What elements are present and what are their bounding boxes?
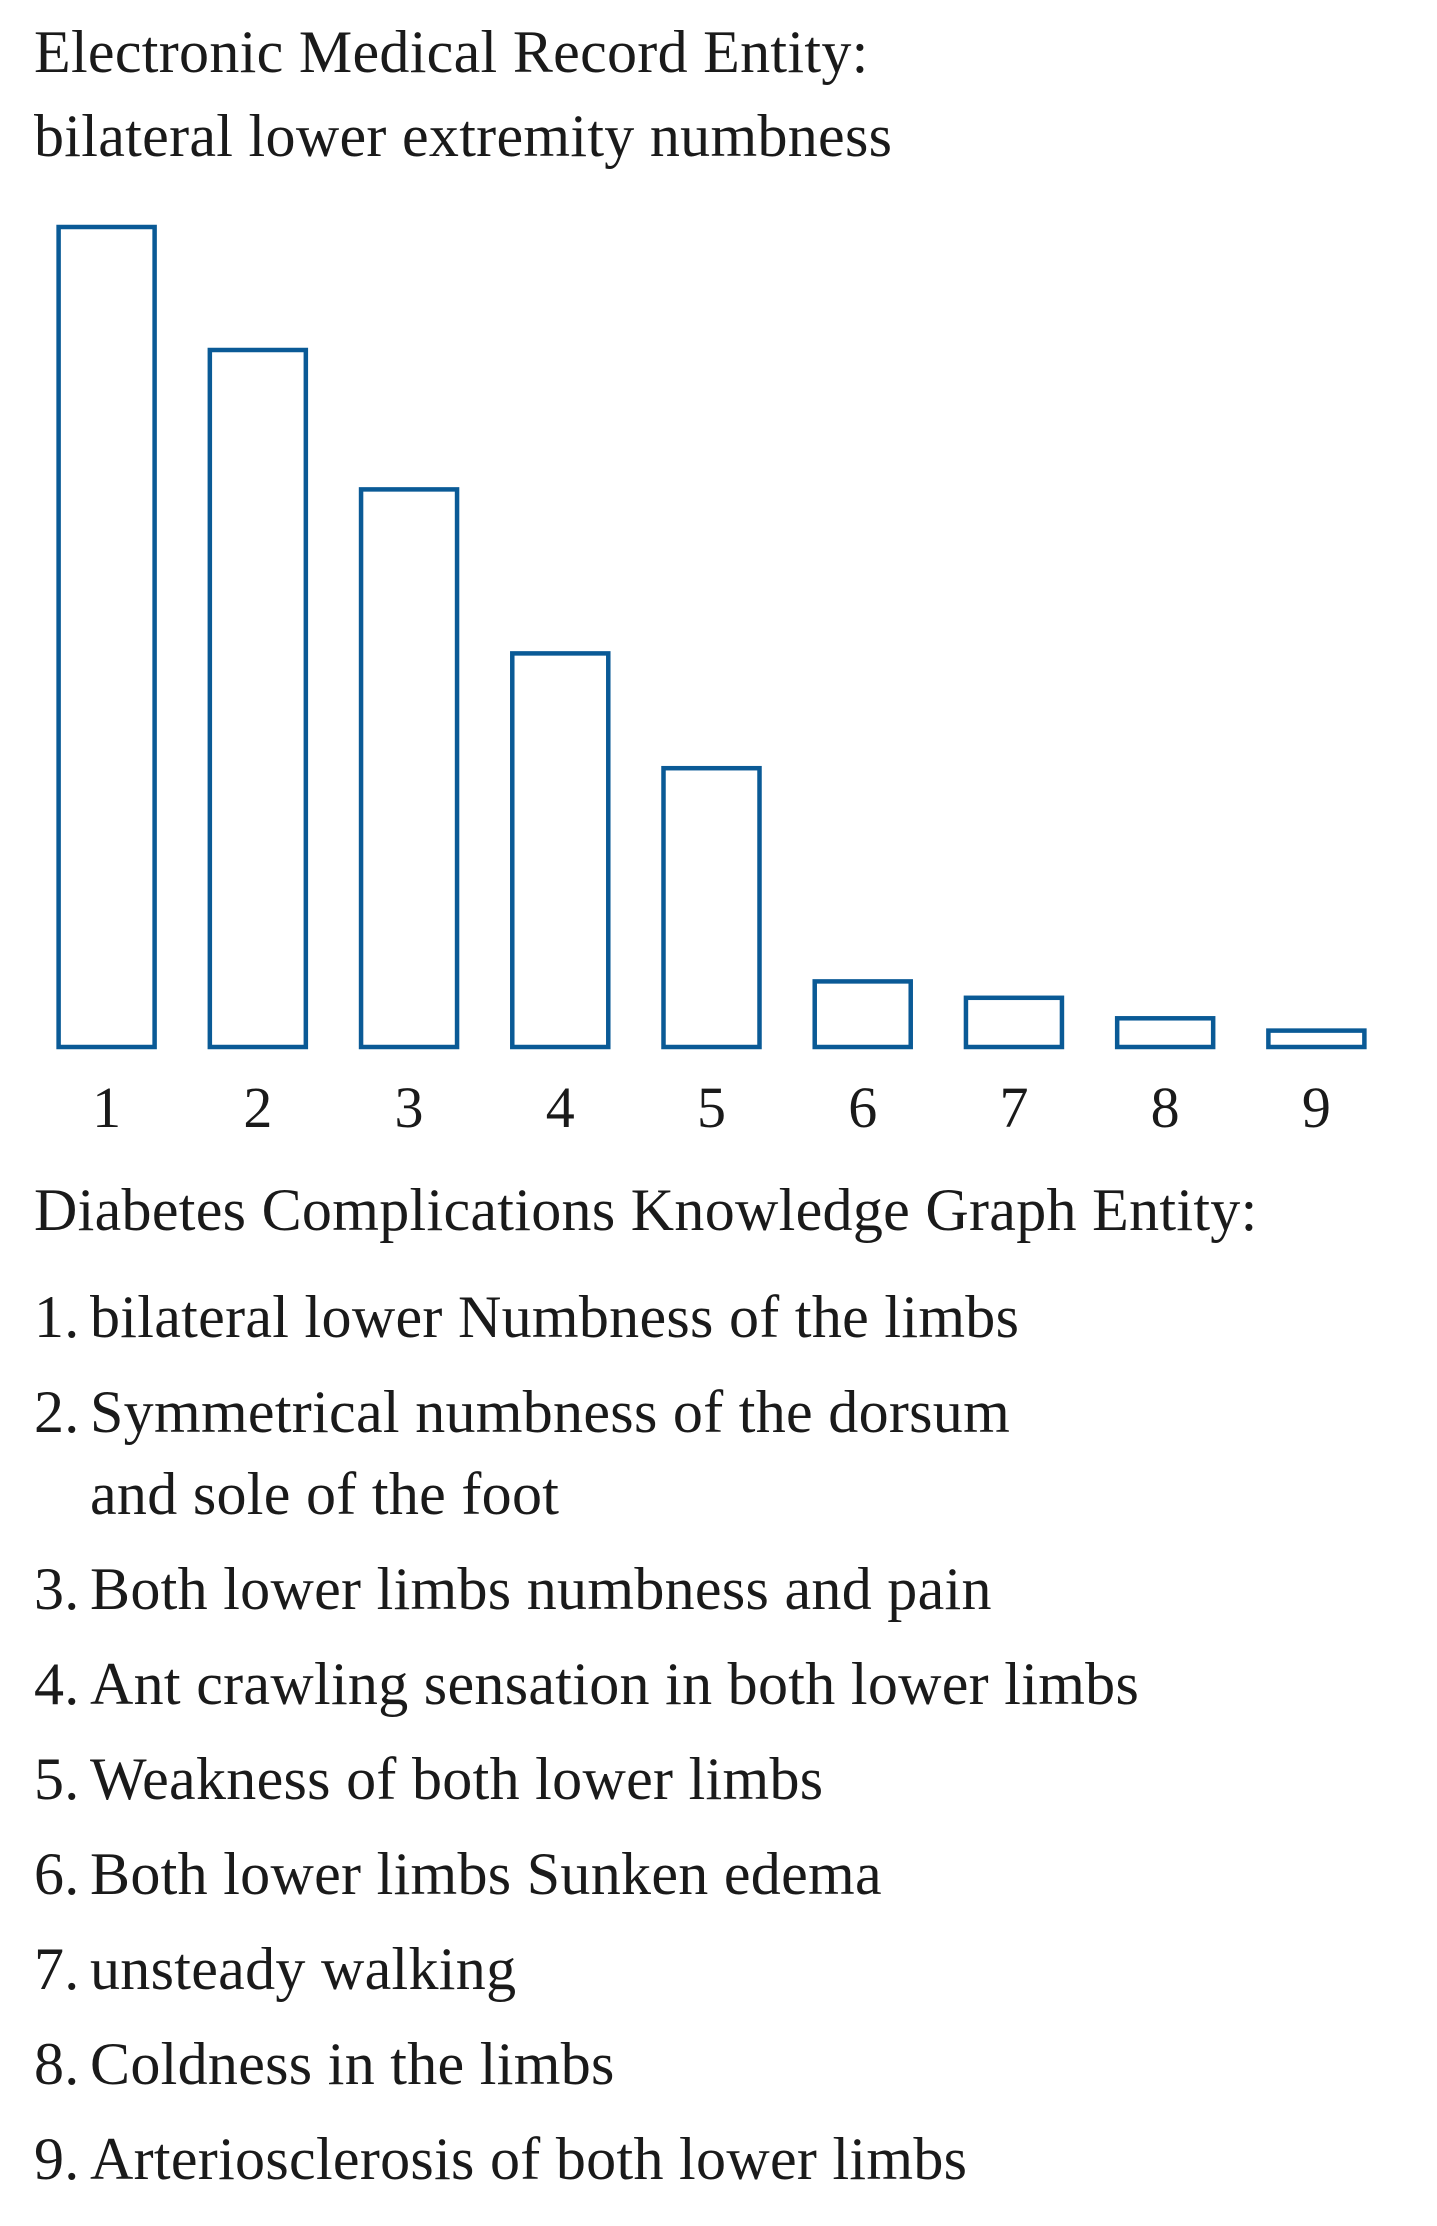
title-line-1: Electronic Medical Record Entity:	[34, 19, 869, 85]
legend-list	[34, 1276, 1258, 2200]
legend-item-2	[34, 1371, 1258, 1535]
x-tick-label-7: 7	[999, 1075, 1029, 1140]
bar-1	[59, 227, 155, 1047]
x-tick-label-2: 2	[243, 1075, 273, 1140]
legend	[34, 1177, 1258, 2200]
legend-item-label: bilateral lower Numbness of the limbs	[90, 1284, 1020, 1350]
x-tick-label-3: 3	[394, 1075, 424, 1140]
legend-item-number: 8.	[34, 2031, 80, 2097]
legend-item-label: Ant crawling sensation in both lower limbs	[90, 1651, 1140, 1717]
legend-item-4	[34, 1643, 1258, 1725]
x-tick-label-1: 1	[92, 1075, 122, 1140]
title-line-2: bilateral lower extremity numbness	[34, 103, 893, 169]
legend-item-label: unsteady walking	[90, 1936, 517, 2002]
x-tick-label-8: 8	[1150, 1075, 1180, 1140]
legend-item-1	[34, 1276, 1258, 1358]
bar-4	[512, 653, 608, 1047]
x-tick-label-5: 5	[697, 1075, 726, 1140]
legend-item-8	[34, 2023, 1258, 2105]
bar-7	[966, 998, 1062, 1047]
legend-item-6	[34, 1833, 1258, 1915]
legend-item-label: Arteriosclerosis of both lower limbs	[90, 2126, 968, 2192]
bar-5	[664, 768, 760, 1047]
legend-item-number: 9.	[34, 2126, 80, 2192]
legend-item-number: 2.	[34, 1379, 80, 1445]
legend-item-label: Both lower limbs numbness and pain	[90, 1556, 992, 1622]
legend-item-number: 3.	[34, 1556, 80, 1622]
x-tick-label-9: 9	[1301, 1075, 1331, 1140]
legend-item-label: Symmetrical numbness of the dorsum and sole of the foot	[90, 1379, 1011, 1527]
legend-heading: Diabetes Complications Knowledge Graph Entity:	[34, 1177, 1258, 1243]
legend-item-number: 4.	[34, 1651, 80, 1717]
legend-item-label: Weakness of both lower limbs	[90, 1746, 824, 1812]
x-tick-label-6: 6	[848, 1075, 878, 1140]
legend-item-5	[34, 1738, 1258, 1820]
bar-9	[1268, 1031, 1364, 1047]
legend-item-3	[34, 1548, 1258, 1630]
bar-6	[815, 981, 911, 1047]
bar-2	[210, 350, 306, 1047]
legend-item-number: 7.	[34, 1936, 80, 2002]
legend-item-number: 5.	[34, 1746, 80, 1812]
legend-item-number: 1.	[34, 1284, 80, 1350]
legend-item-9	[34, 2118, 1258, 2200]
legend-item-label: Both lower limbs Sunken edema	[90, 1841, 882, 1907]
bar-8	[1117, 1018, 1213, 1047]
legend-item-label: Coldness in the limbs	[90, 2031, 615, 2097]
legend-item-7	[34, 1928, 1258, 2010]
legend-item-number: 6.	[34, 1841, 80, 1907]
x-tick-label-4: 4	[545, 1075, 575, 1140]
bar-3	[361, 489, 457, 1047]
